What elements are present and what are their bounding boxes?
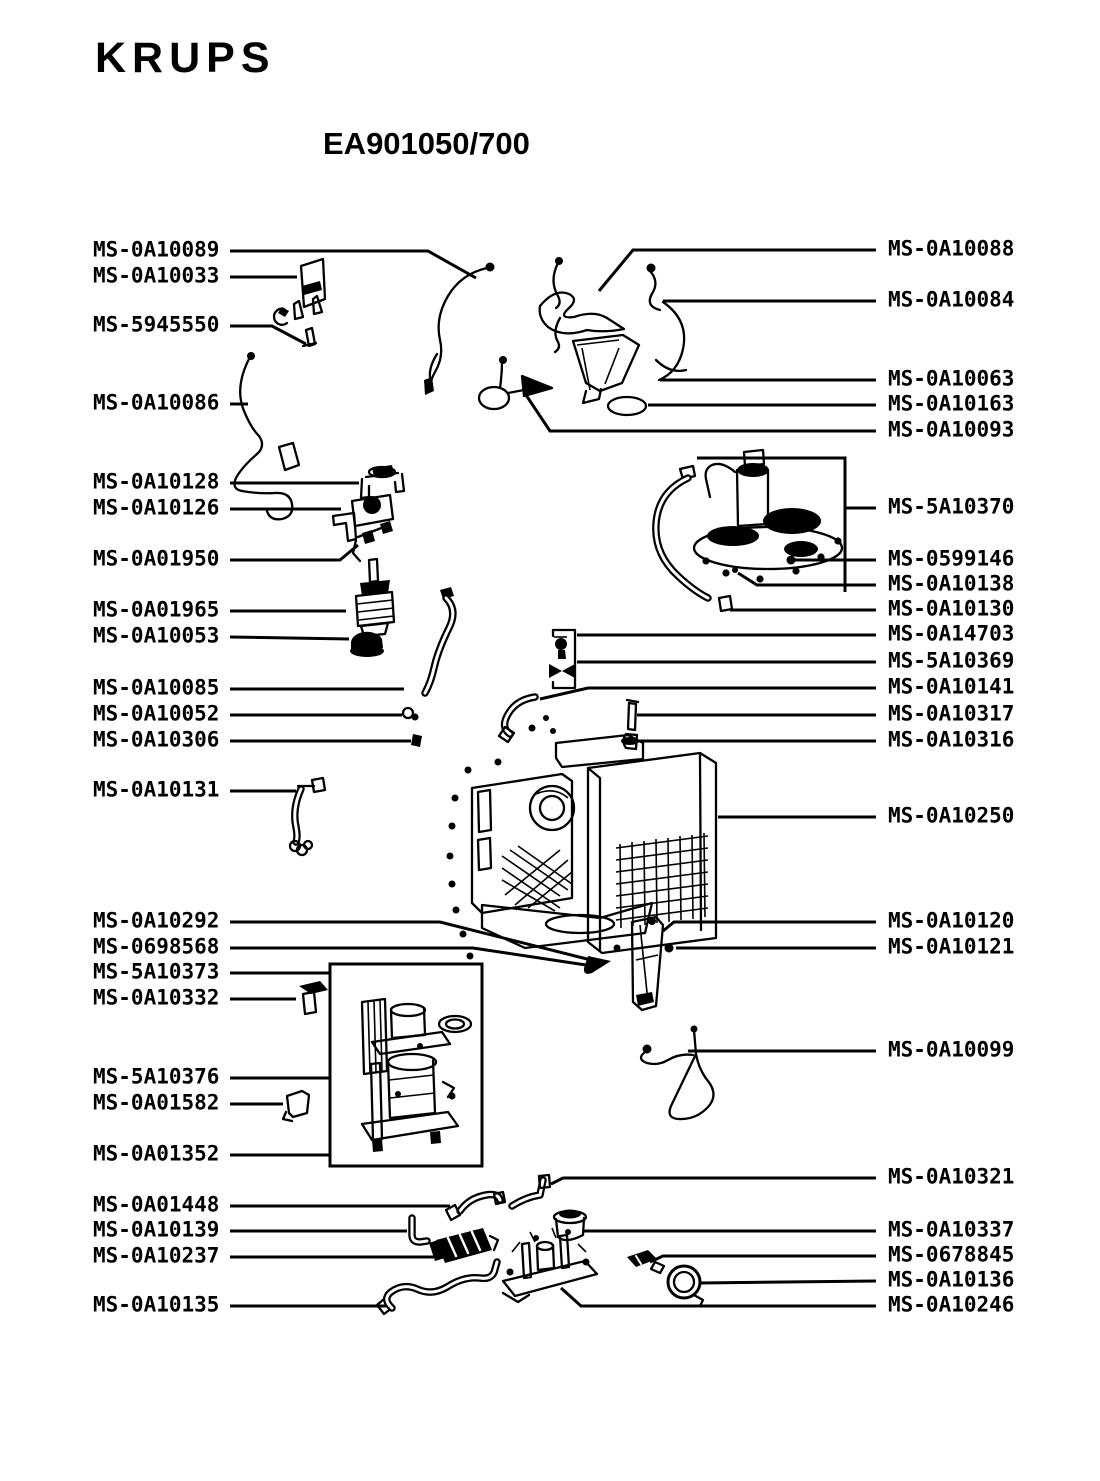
brand-logo: KRUPS xyxy=(95,34,276,82)
part-label-ms-5a10373: MS-5A10373 xyxy=(93,959,220,984)
part-label-ms-0a10317: MS-0A10317 xyxy=(888,701,1015,726)
part-label-ms-0a10052: MS-0A10052 xyxy=(93,701,220,726)
leader-line-ms-0a10120 xyxy=(663,922,876,931)
leader-line-ms-5945550 xyxy=(230,326,306,344)
part-label-ms-5a10369: MS-5A10369 xyxy=(888,648,1015,673)
part-label-ms-0a10337: MS-0A10337 xyxy=(888,1217,1015,1242)
part-label-ms-0a10128: MS-0A10128 xyxy=(93,469,220,494)
part-label-ms-0a10063: MS-0A10063 xyxy=(888,366,1015,391)
part-label-ms-0a10131: MS-0A10131 xyxy=(93,777,220,802)
leader-line-ms-0a10136 xyxy=(700,1281,876,1283)
leader-line-ms-0a10292 xyxy=(230,922,595,961)
part-label-ms-0a10121: MS-0A10121 xyxy=(888,934,1015,959)
part-label-ms-0a10126: MS-0A10126 xyxy=(93,495,220,520)
leader-line-ms-0a10246 xyxy=(561,1288,876,1306)
leader-line-ms-0a10141 xyxy=(540,688,876,699)
part-label-ms-0a01448: MS-0A01448 xyxy=(93,1192,220,1217)
part-label-ms-0a10141: MS-0A10141 xyxy=(888,674,1015,699)
part-label-ms-0a10250: MS-0A10250 xyxy=(888,803,1015,828)
leader-line-ms-0a10089 xyxy=(230,251,476,278)
part-label-ms-0a10246: MS-0A10246 xyxy=(888,1292,1015,1317)
part-label-ms-0698568: MS-0698568 xyxy=(93,934,220,959)
part-label-ms-0a10306: MS-0A10306 xyxy=(93,727,220,752)
part-label-ms-0a10292: MS-0A10292 xyxy=(93,908,220,933)
part-label-ms-0a10163: MS-0A10163 xyxy=(888,391,1015,416)
part-label-ms-0a10139: MS-0A10139 xyxy=(93,1217,220,1242)
leader-line-ms-0678845 xyxy=(650,1256,876,1262)
leader-line-ms-0a10053 xyxy=(230,637,349,639)
part-label-ms-0a10316: MS-0A10316 xyxy=(888,727,1015,752)
part-label-ms-0a10033: MS-0A10033 xyxy=(93,263,220,288)
part-label-ms-0a10332: MS-0A10332 xyxy=(93,985,220,1010)
part-label-ms-0a10086: MS-0A10086 xyxy=(93,390,220,415)
part-label-ms-0678845: MS-0678845 xyxy=(888,1242,1015,1267)
part-label-ms-0a10093: MS-0A10093 xyxy=(888,417,1015,442)
part-label-ms-0a01582: MS-0A01582 xyxy=(93,1090,220,1115)
part-label-ms-5945550: MS-5945550 xyxy=(93,312,220,337)
part-label-ms-0a10237: MS-0A10237 xyxy=(93,1243,220,1268)
leader-line-ms-0a10321 xyxy=(551,1178,876,1184)
part-label-ms-0a14703: MS-0A14703 xyxy=(888,621,1015,646)
part-label-ms-0a10130: MS-0A10130 xyxy=(888,596,1015,621)
part-label-ms-5a10370: MS-5A10370 xyxy=(888,494,1015,519)
part-label-ms-0a10089: MS-0A10089 xyxy=(93,237,220,262)
part-label-ms-0a01950: MS-0A01950 xyxy=(93,546,220,571)
page-title-model-number: EA901050/700 xyxy=(323,126,530,161)
leader-line-ms-0a10093 xyxy=(524,392,876,431)
part-label-ms-0a10053: MS-0A10053 xyxy=(93,623,220,648)
part-label-ms-0a01965: MS-0A01965 xyxy=(93,597,220,622)
leader-line-ms-0698568 xyxy=(230,948,586,965)
part-label-ms-0a10088: MS-0A10088 xyxy=(888,236,1015,261)
part-label-ms-0a10099: MS-0A10099 xyxy=(888,1037,1015,1062)
part-label-ms-0a10085: MS-0A10085 xyxy=(93,675,220,700)
part-label-ms-0a01352: MS-0A01352 xyxy=(93,1141,220,1166)
part-label-ms-5a10376: MS-5A10376 xyxy=(93,1064,220,1089)
leader-line-ms-0a01950 xyxy=(230,545,358,560)
leader-line-ms-0a10138 xyxy=(738,573,876,585)
part-label-ms-0a10136: MS-0A10136 xyxy=(888,1267,1015,1292)
part-label-ms-0a10135: MS-0A10135 xyxy=(93,1292,220,1317)
part-label-ms-0a10120: MS-0A10120 xyxy=(888,908,1015,933)
part-label-ms-0a10138: MS-0A10138 xyxy=(888,571,1015,596)
part-label-ms-0a10084: MS-0A10084 xyxy=(888,287,1015,312)
part-label-ms-0599146: MS-0599146 xyxy=(888,546,1015,571)
part-label-ms-0a10321: MS-0A10321 xyxy=(888,1164,1015,1189)
leader-line-ms-0a10088 xyxy=(599,250,876,291)
